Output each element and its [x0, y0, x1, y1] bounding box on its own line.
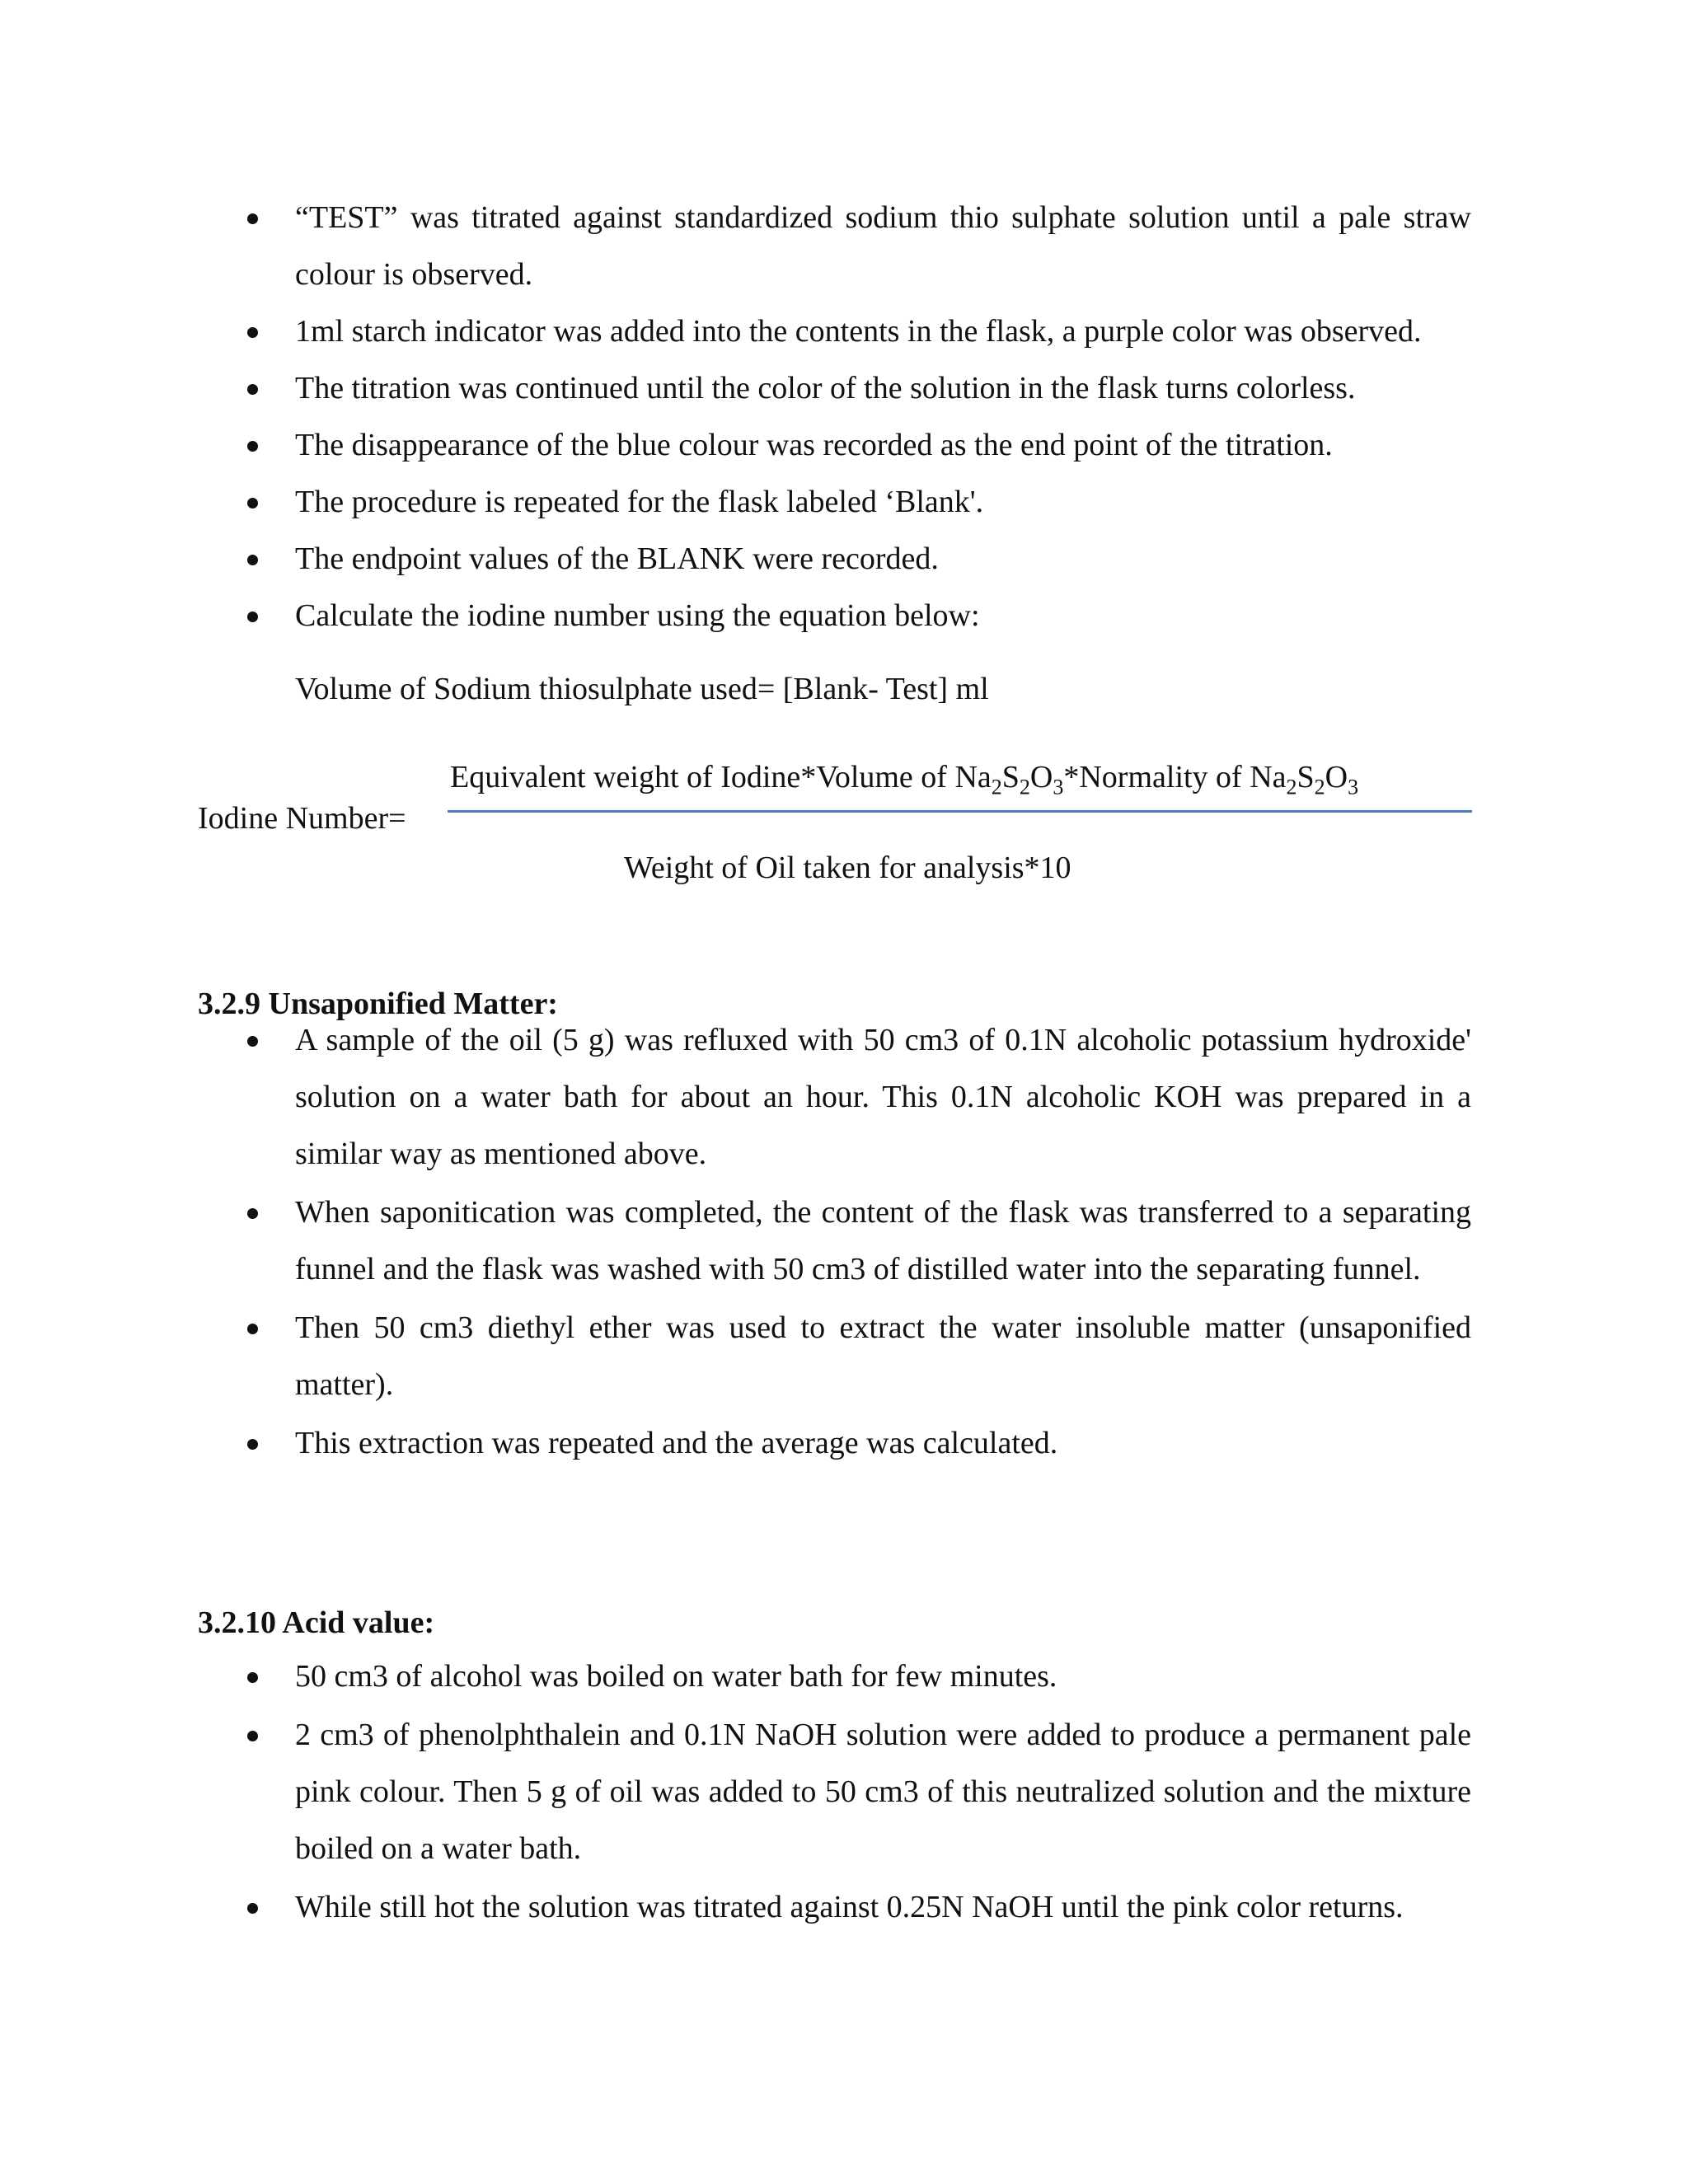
bullet-icon	[247, 1208, 258, 1219]
bullet-icon	[247, 612, 258, 622]
list-item	[198, 1184, 1471, 1298]
volume-equation-line: Volume of Sodium thiosulphate used= [Blank- Test] ml	[295, 672, 989, 706]
bullet-icon	[247, 1036, 258, 1047]
list-item	[198, 474, 1471, 531]
list-item	[198, 1879, 1471, 1936]
bullet-icon	[247, 555, 258, 565]
list-item	[198, 1300, 1471, 1413]
section-heading-unsaponified: 3.2.9 Unsaponified Matter:	[198, 987, 558, 1021]
list-item	[198, 190, 1471, 303]
bullet-icon	[247, 1903, 258, 1914]
list-item-text: 50 cm3 of alcohol was boiled on water bath for few minutes.	[295, 1659, 1057, 1694]
list-item	[198, 417, 1471, 474]
list-item	[198, 1648, 1471, 1705]
list-item	[198, 360, 1471, 417]
list-item-text: “TEST” was titrated against standardized sodium thio sulphate solution until a pale straw colour is observed.	[295, 200, 1471, 292]
bullet-icon	[247, 384, 258, 395]
list-item-text: Then 50 cm3 diethyl ether was used to extract the water insoluble matter (unsaponified matter).	[295, 1310, 1471, 1402]
formula-numerator: Equivalent weight of Iodine*Volume of $Na_2S_2O_3*Normality$ of $Na_2S_2O_3$	[450, 760, 1359, 799]
bullet-icon	[247, 327, 258, 338]
section-heading-acid-value: 3.2.10 Acid value:	[198, 1605, 435, 1640]
list-item-text: The endpoint values of the BLANK were recorded.	[295, 541, 939, 576]
list-item-text: The procedure is repeated for the flask labeled ‘Blank'.	[295, 485, 984, 519]
list-item-text: 1ml starch indicator was added into the contents in the flask, a purple color was observed.	[295, 314, 1422, 349]
list-item-text: The disappearance of the blue colour was recorded as the end point of the titration.	[295, 428, 1333, 462]
list-item	[198, 303, 1471, 360]
bullet-icon	[247, 1672, 258, 1683]
list-item	[198, 531, 1471, 588]
bullet-icon	[247, 498, 258, 509]
list-item-text: 2 cm3 of phenolphthalein and 0.1N NaOH solution were added to produce a permanent pale pink colour. Then 5 g of oil was added to 50 cm3 of this neutralized solution and the mixture boiled on a water bath.	[295, 1718, 1471, 1866]
list-item-text: A sample of the oil (5 g) was refluxed with 50 cm3 of 0.1N alcoholic potassium hydroxide' solution on a water bath for about an hour. This 0.1N alcoholic KOH was prepared in a similar way as mentioned above.	[295, 1023, 1471, 1171]
unsaponified-list	[198, 1012, 1471, 1472]
bullet-icon	[247, 1324, 258, 1334]
fraction-bar	[448, 810, 1472, 813]
list-item	[198, 1415, 1471, 1472]
bullet-icon	[247, 213, 258, 224]
acid-value-list	[198, 1648, 1471, 1936]
bullet-icon	[247, 1439, 258, 1450]
list-item	[198, 588, 1471, 644]
bullet-icon	[247, 441, 258, 452]
iodine-procedure-list	[198, 190, 1471, 644]
bullet-icon	[247, 1731, 258, 1741]
formula-label: Iodine Number=	[198, 801, 406, 836]
list-item-text: When saponitication was completed, the content of the flask was transferred to a separating funnel and the flask was washed with 50 cm3 of distilled water into the separating funnel.	[295, 1195, 1471, 1286]
list-item-text: This extraction was repeated and the average was calculated.	[295, 1426, 1058, 1460]
list-item	[198, 1707, 1471, 1877]
list-item-text: Calculate the iodine number using the equation below:	[295, 598, 980, 633]
formula-denominator: Weight of Oil taken for analysis*10	[624, 851, 1071, 885]
list-item	[198, 1012, 1471, 1183]
list-item-text: While still hot the solution was titrated against 0.25N NaOH until the pink color returns.	[295, 1890, 1404, 1924]
list-item-text: The titration was continued until the color of the solution in the flask turns colorless.	[295, 371, 1356, 405]
